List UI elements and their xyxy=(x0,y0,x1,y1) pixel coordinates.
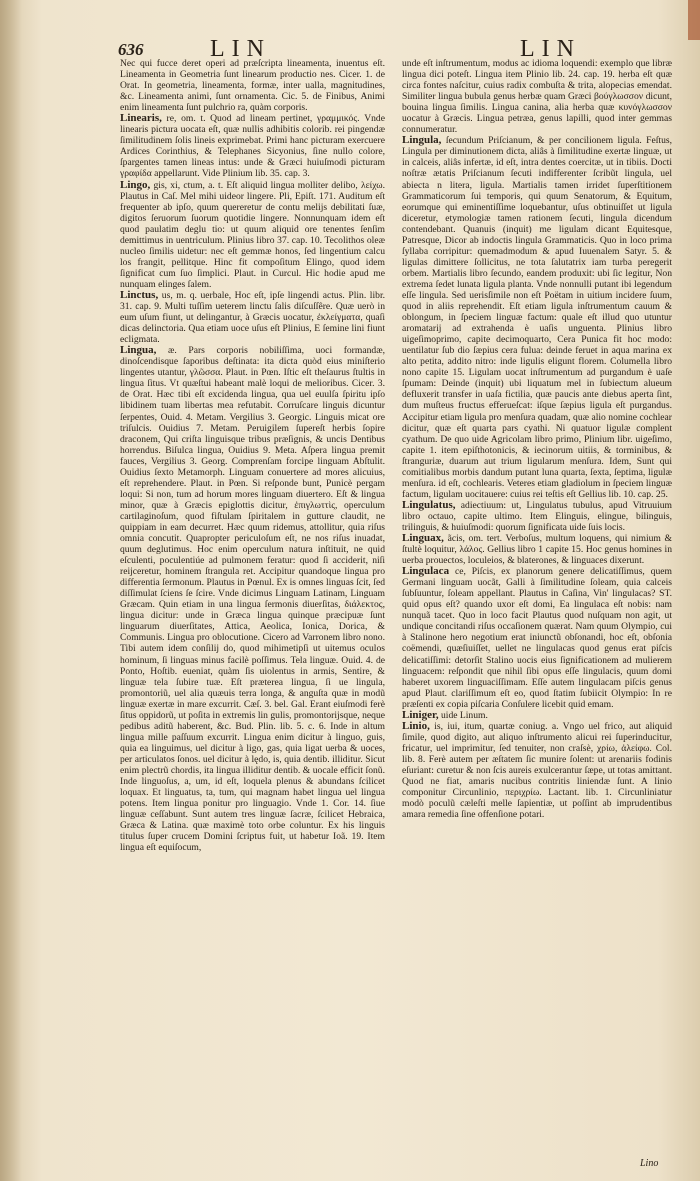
dictionary-entry xyxy=(402,500,672,533)
entry-text: unde eſt inſtrumentum, modus ac idioma loquendi: exemplo que libræ lingua dici poteſt. Lingua item Plinio lib. 24. cap. 19. herba eſt quæ circa fontes naſcitur, cuius radix combuſta & trita, alopecias emendat. Similiter lingua bubula genus herbæ quam Græci βούγλωσσον dicunt, bouina lingua ſimilis. Lingua canina, alia herba quæ κυνόγλωσσον uocatur à Græcis. Lingua petræa, genus lapilli, quod inter gemmas connumeratur. xyxy=(402,58,672,136)
entry-text: uide Linum. xyxy=(440,709,488,721)
dictionary-entry xyxy=(120,180,385,290)
entry-text: gis, xi, ctum, a. t. Eſt aliquid lingua molliter delibo, λείχω. Plautus in Caſ. Mel mihi uideor lingere. Pli, Epiſt. 171. Auditum eſt frequenter ab ipſo, quum quereretur de contu melijs debilitati ſuæ, digitos ſeruorum ſuorum quotidie lingere. Nonnunquam idem eſt quod paulatim deglu tio: ut quum aliquid ore tenentes ſenſim demittimus in uentriculum. Plinius libro 37. cap. 10. Tecolithos oleæ nucleo ſimilis uidetur: nec eſt gemmæ honos, ſed lingentium calcu los frangit, pellitque. Hinc fit compoſitum Elingo, quod idem ſignificat cum ſuo ſimplici. Plaut. in Curcul. Hic hodie apud me nunquam elinges ſalem. xyxy=(120,179,385,290)
catchword: Lino xyxy=(640,1158,659,1169)
left-column xyxy=(120,58,385,853)
dictionary-entry xyxy=(402,58,672,135)
entry-text: ce, Piſcis, ex planorum genere delicatiſſimus, quem Germani linguam uocãt, Galli à ſimilitudine ſoleam, quia calceis ſubſuuntur, ſoleam appellant. Plautus in Caſina, Vin' lingulacas? ST. quid opus eſt? quando uxor eſt domi, Ea lingulaca eſt nobis: nam nunquã tacet. Quo in loco facit Plautus quod nuſquam non agit, ut undique concitandi riſus occaſionem quærat. Nam quum Olympio, cui à Stalinone hero negotium erat iniunctũ obſonandi, hoc eſt, obſonia coëmendi, quæſiuiſſet, uellet ne lingulacas quod genus erat piſcis delicatiſſimi: detorſit Stalino uocis eius ſignificationem ad mulierem linguacem: reſpondit que nihil ſibi opus eſſe lingulacis, quum domi haberet uxorem linguaciſſimam. Eſſe autem lingulacam piſcis genus apud Plaut. clariſſimum eſt eo, quod ſtatim ſubiicit Olympio: In re præſenti ex copia piſcaria Conſulere licebit quid emam. xyxy=(402,566,672,710)
entry-headword: Linguax, xyxy=(402,532,444,545)
right-column xyxy=(402,58,672,820)
bookmark-ribbon xyxy=(688,0,700,40)
page-number: 636 xyxy=(118,40,144,59)
entry-headword: Liniger, xyxy=(402,708,439,721)
dictionary-entry xyxy=(120,345,385,853)
dictionary-entry xyxy=(120,290,385,345)
running-head-right: LIN xyxy=(520,36,581,62)
entry-headword: Lingulaca xyxy=(402,565,450,578)
entry-text: adiectiuum: ut, Lingulatus tubulus, apud Vitruuium libro octauo, capite ultimo. Item Elinguis, elingue, bilinguis, trilinguis, & huiuſmodi: quorum ſignificata uide ſuis locis. xyxy=(402,499,672,533)
entry-text: ãcis, om. tert. Verboſus, multum loquens, qui nimium & ſtultè loquitur, λάλος. Gellius libro 1 capite 15. Hoc genus homines in uerba prouectos, loculeios, & blaterones, & linguaces dixerunt. xyxy=(402,533,672,567)
dictionary-entry xyxy=(402,710,672,721)
entry-text: us, m. q. uerbale, Hoc eſt, ipſe lingendi actus. Plin. libr. 31. cap. 9. Multi tuſſim ueterem linctu ſalis diſcuſſêre. Quæ uerò in eum uſum fiunt, ut delingantur, à Græcis uocatur, ἐκλείγματα, quaſi dicas delinctoria. Qua etiam uoce uſus eſt Plinius, E ſemine lini fiunt ecligmata. xyxy=(120,289,386,346)
entry-headword: Linearis, xyxy=(120,112,162,125)
entry-headword: Linctus, xyxy=(120,288,159,301)
entry-text: ſecundum Priſcianum, & per concilionem ligula. Feſtus, Lingula per diminutionem dicta, aliâs à ſimilitudine exertæ linguæ, ut in calceis, aliâs infertæ, id eſt, intra dentes coercitæ, ut in tibiis. Docti noſtræ ætatis Priſcianum ſecuti indifferenter ſcribũt lingula, uel abiecta n litera, ligula. Martialis tamen irridet ſuperſtitionem Grammaticorum ſui temporis, qui quum Senatorum, & Equitum, eorumque qui eminentiſſime loquebantur, uſus obtinuiſſet ut ligula diceretur, etymologiæ tamen rationem ſecuti, lingula dicendum contendebant. Quanuis (inquit) me ligulam dicant Equitesque, Patresque, Dicor ab indoctis lingula Grammaticis. Quo in loco prima ſyllaba corripitur: quemadmodum & apud Iuuenalem Satyr. 5. & ligulas dimittere ſollicitus, ne tota ſalutatrix iam turba peregerit orbem. Martialis libro ſecundo, eandem produxit: ubi ſic legitur, Non extrema ſedet lunata ligula planta. Vnde nonnulli putant ibi legendum eſſe lingula. Sed uerisſimile non eſt Poëtam in uitium incidere ſuum, quod in aliis reprehendit. Eſt etiam ligula inſtrumentum cauum & oblongum, in ſpeciem linguæ factum: quale eſt illud quo utuntur aromatarij ad extrahenda è uaſis unguenta. Plinius libro uigeſimoprimo, capite decimoquarto, Cera Punica fit hoc modo: uentilatur ſub dio ſæpius cera fulua: deinde feruet in aqua marina ex alto petita, addito nitro: inde ligulis eligunt florem. Columella libro nono capite 15. Ligulam uocat inſtrumentum ad purgandum è uaſe ſpumam: Deinde (inquit) ubi liquatum mel in ſubiectum alueum defluxerit transfer in uaſa fictilia, quæ paucis ante diebus aperta ſint, dum muſteus fructus efferueſcat: iſque ſæpius ligula eſt purgandus. Accipitur etiam ligula pro menſura quadam, quæ alio nomine cochlear dicitur, quæ eſt quarta pars cyathi. Ni quatuor ligulæ complent cyathum. De quo uide Agricolam libro primo, Plinium libr. uigeſimo, capite 1. item epiſthotonicis, & iecinorum uitiis, & torminibus, & ſtranguriæ, duarum aut trium ligularum menſura. Idem, Sunt qui comitialibus morbis dandum putant luna quarta, ſexta, ſeptima, ligulæ menſura. id eſt, cochlearis. Veteres etiam gladiolum in ſpeciem linguæ factum, ligulam uocitauere: cuius rei teſtis eſt Gellius lib. 10. cap. 25. xyxy=(402,135,673,500)
dictionary-entry xyxy=(402,533,672,566)
entry-text: re, om. t. Quod ad lineam pertinet, γραμμικός. Vnde linearis pictura uocata eſt, quæ nullis adhibitis colorib. rei pingendæ ſimilitudinem ſolis lineis exprimebat. Primi hanc picturam exercuere Ardices Corinthius, & Telephanes Sicyonius, ſine nullo colore, ſpargentes tamen lineas intus: unde & Græci huiuſmodi picturam γραφίδα appellarunt. Vide Plinium lib. 35. cap. 3. xyxy=(120,113,385,180)
dictionary-entry xyxy=(120,58,385,113)
entry-headword: Lingulatus, xyxy=(402,498,456,511)
entry-text: is, iui, itum, quartæ coniug. a. Vngo uel frico, aut aliquid ſimile, quod digito, aut aliquo inſtrumento alicui rei ſuperinducitur, fricatur, uel imprimitur, ſed tenuiter, non craſsè, χρίω, ἀλείφω. Col. lib. 8. Ferè autem per æſtatem ſic munire ſolent: ut arenariis fodinis eſuriant: curetur & non ſcis aureis exulcerantur ſæpe, ut totas amittant. Quod ne fiat, amaris nucibus contritis liniendæ ſunt. A linio componitur Circunlinio, περιχρίω. Lactant. lib. 1. Circunliniatur modò poculũ cæleſti melle ſapientiæ, ut poſſint ab imprudentibus amara remedia ſine offenſione potari. xyxy=(402,720,672,821)
running-head-left: LIN xyxy=(210,36,271,62)
entry-headword: Lingua, xyxy=(120,344,157,357)
entry-text: Nec qui fucce deret operi ad præſcripta lineamenta, inuentus eſt. Lineamenta in Geometria ſunt linearum productio nes. Cicer. 1. de Orat. In geometria, lineamenta, formæ, inter ualla, magnitudines, &c. Lineamenta animi, ſunt ornamenta. Cic. 5. de Finibus, Animi enim lineamenta ſunt pulchrio ra, quàm corporis. xyxy=(120,58,385,114)
page-gutter-shadow xyxy=(0,0,22,1181)
dictionary-entry xyxy=(402,566,672,710)
entry-headword: Linio, xyxy=(402,719,430,732)
dictionary-entry xyxy=(120,113,385,179)
dictionary-entry xyxy=(402,721,672,820)
entry-headword: Lingo, xyxy=(120,178,151,191)
entry-headword: Lingula, xyxy=(402,134,442,147)
dictionary-entry xyxy=(402,135,672,500)
entry-text: æ. Pars corporis nobiliſſima, uoci formandæ, dinoſcendisque ſaporibus deſtinata: ita dicta quòd eius miniſterio lingentes utantur, γλῶσσα. Plaut. in Pœn. Iſtic eſt theſaurus ſtultis in lingua ſitus. Vt quæſtui habeant malè loqui de melioribus. Cicer. 3. de Orat. Hæc tibi eſt excidenda lingua, qua uel euulſa ſpiritu ipſo libidinem tuam libertas mea refutabit. Corruſcare linguis dicuntur ſerpentes, Ouid. 4. Metam. Vergilius 3. Georgic. Linguis micat ore triſulcis. Ouidius 7. Metam. Peruigilem ſupereſt herbis ſopire draconem, Qui criſta linguisque tribus præſignis, & uncis Dentibus horrendus. Biſulca lingua, Ouidius 9. Meta. Aſpera lingua premit fauces, Vergilius 3. Georg. Comprenſam forcipe linguam Abſtulit. Ouidius ſexto Metamorph. Linguam conuertere ad mores alicuius, eſt reprehendere. Plaut. in Pœn. Si reſponde bunt, Punicè pergam loqui: Si non, tum ad horum mores linguam diuertero. Eſt & lingua minor, quæ à Græcis epiglottis dicitur, ἐπιγλωττὶς, operculum cartilaginoſum, quod fiſtulam ſpiritalem in gutture claudit, ne quippiam in eam decurret. Hæc quum ridemus, attollitur, quia riſus omnia concutit. Quapropter periculoſum eſt, ne nos riſus inuadat, quum deglutimus. Hoc enim operculum natura inſtituit, ne quid eſculenti, poculentiúe ad pulmonem feratur: quod ſi acciderit, niſi reijceretur, hominem ſtrangula ret. Accipitur quandoque lingua pro differentia ſermonum. Plautus in Pœnul. Ex is omnes linguas ſcit, ſed diſſimulat ſciens ſe ſcire. Vnde dicimus Linguam Latinam, Linguam Græcam. Quin etiam in una lingua ſermonis diuerſitas, διάλεκτος, lingua dicitur: unde in Græca lingua quinque præcipuæ ſunt linguarum diuerſitates, Attica, Aeolica, Ionica, Dorica, & Communis. Lingua pro oblocutione. Cicero ad Varronem libro nono. Tibi autem idem conſilij do, quod mihimetipſi ut uitemus oculos hominum, ſi linguas minus facilè poſſimus. Tela linguæ. Ouid. 4. de Ponto, Hoſtib. eueniat, quàm ſis uiolentus in armis, Sentire, & linguæ tela ſubire tuæ. Eſt præterea lingua, ſi ue lingula, promontoriũ, uel alia quæuis terra longa, & anguſta quæ in modũ linguæ exertæ in mare excurrit. Cæſ. 3. bel. Gal. Erant eiuſmodi ferè ſitus oppidorũ, ut poſita in extremis lin gulis, promontorijsque, neque pedibus aditũ haberent, &c. Bud. Plin. lib. 5. c. 6. Inde in altum lingua mille paſſuum excurrit. Lingua enim dicitur à linguo, guis, quia ea linguimus, uel dicitur à ligo, gas, quia ligat uerba & uoces, per articulatos ſonos. uel dicitur à lędo, is, quia dentib. illiditur. Sicut enim plectrũ chordis, ita lingua illiditur dentib. & uocale efficit ſonũ. Inde linguoſus, a, um, id eſt, loquela plenus & abundans ſcilicet loquax. Et linguatus, ta, tum, qui magnam habet lingua uel lingua potens. Item lingua ponitur pro linguagio. Vnde 1. Cor. 14. ſiue linguæ ceſſabunt. Sunt autem tres linguæ ſacræ, ſcilicet Hebraica, Græca & Latina. quæ maximè toto orbe coluntur. Ex his linguis titulus ſuper crucem Domini ſcriptus fuit, ut habetur Ioã. 19. Item lingua eſt equiſocum, xyxy=(120,345,385,854)
